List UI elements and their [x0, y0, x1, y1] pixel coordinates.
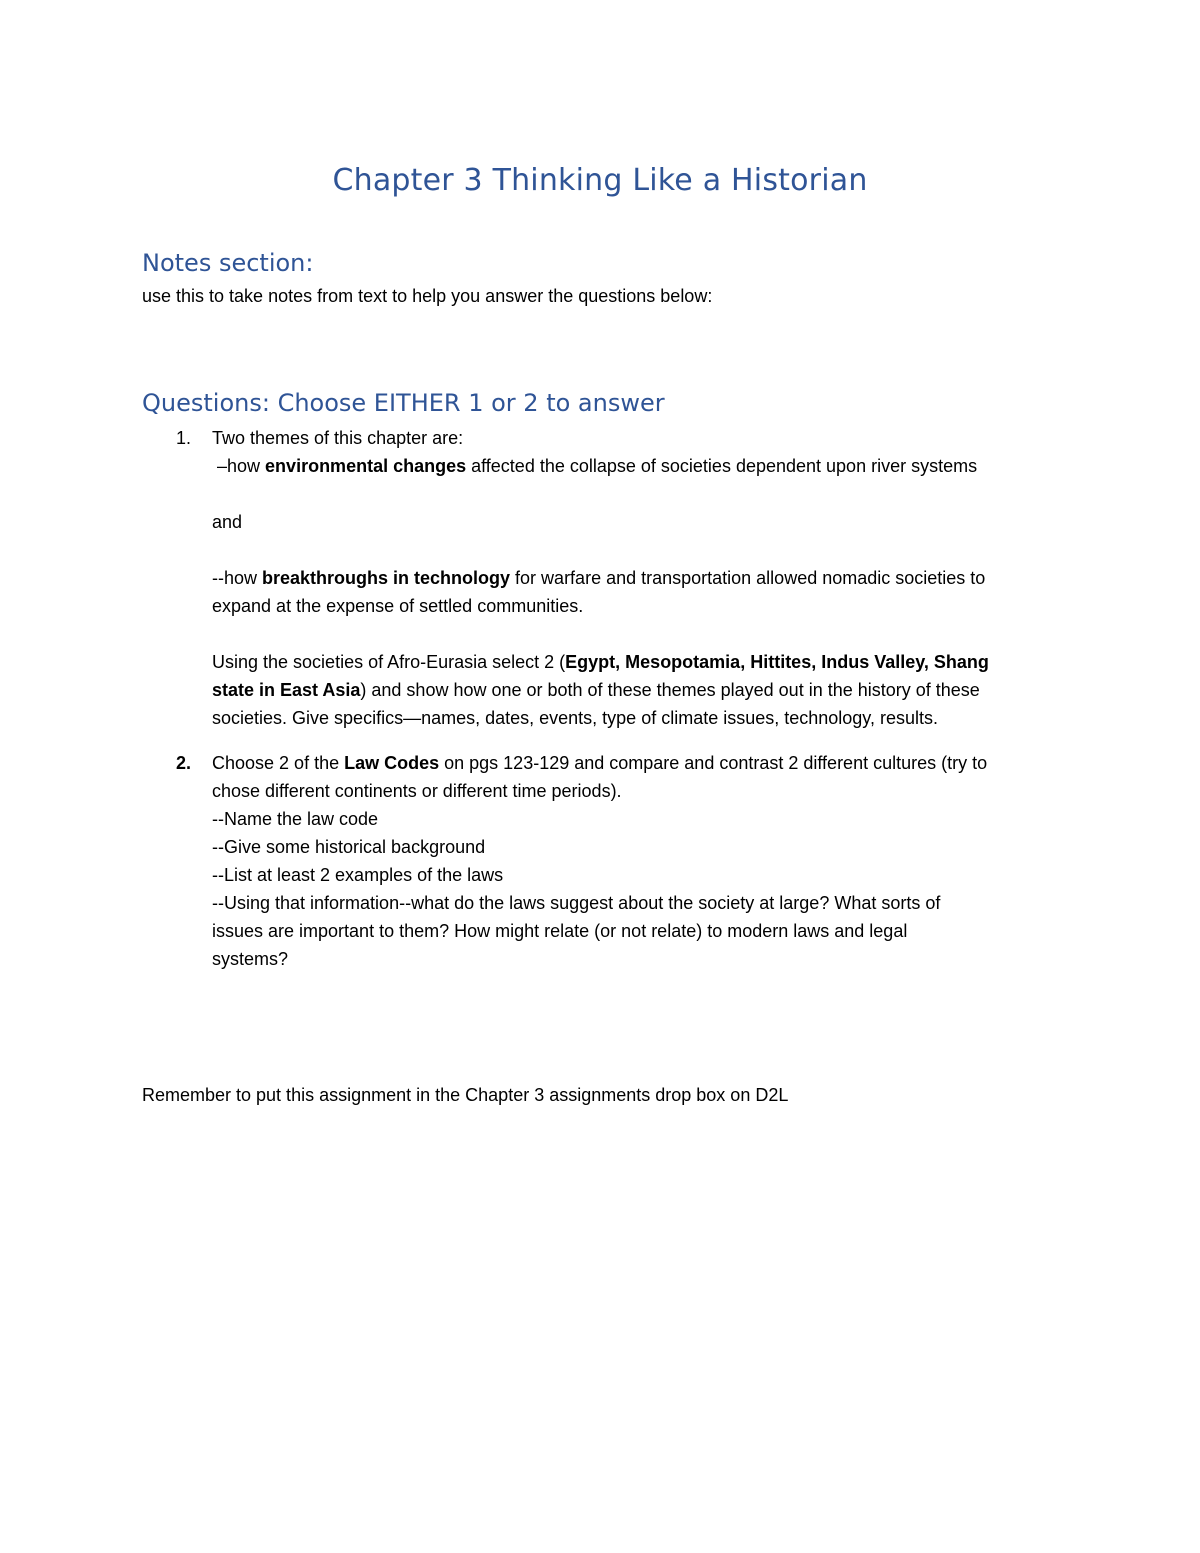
question-2-bullet-2: --Give some historical background	[212, 837, 486, 857]
questions-heading: Questions: Choose EITHER 1 or 2 to answer	[142, 389, 665, 417]
question-1-number: 1.	[176, 428, 192, 448]
question-1-theme-2-line-2: expand at the expense of settled communities.	[212, 596, 584, 616]
theme-1-suffix: affected the collapse of societies dependent upon river systems	[466, 456, 978, 476]
notes-instructions: use this to take notes from text to help you answer the questions below:	[142, 286, 713, 306]
theme-1-keyword: environmental changes	[265, 456, 467, 476]
theme-2-prefix: --how	[212, 568, 263, 588]
theme-1-prefix: –how	[217, 456, 266, 476]
theme-2-keyword: breakthroughs in technology	[262, 568, 511, 588]
question-2-bullet-4-line-1: --Using that information--what do the laws suggest about the society at large? What sorts of	[212, 893, 941, 913]
question-2-bullet-4-line-3: systems?	[212, 949, 289, 969]
question-2-line-1	[212, 749, 1072, 777]
question-1-intro: Two themes of this chapter are:	[212, 428, 464, 448]
document-title: Chapter 3 Thinking Like a Historian	[332, 163, 868, 198]
question-2-line-2: chose different continents or different time periods).	[212, 781, 622, 801]
notes-section-heading: Notes section:	[142, 249, 314, 277]
theme-2-suffix: for warfare and transportation allowed nomadic societies to	[510, 568, 986, 588]
question-2-bullet-4-line-2: issues are important to them? How might relate (or not relate) to modern laws and legal	[212, 921, 908, 941]
q2-law-codes: Law Codes	[344, 753, 440, 773]
task-mid: ) and show how one or both of these themes played out in the history of these	[360, 680, 980, 700]
question-2	[212, 749, 1072, 973]
question-1-task-line-3: societies. Give specifics—names, dates, events, type of climate issues, technology, results.	[212, 708, 938, 728]
question-1	[212, 424, 1072, 732]
submission-reminder: Remember to put this assignment in the Chapter 3 assignments drop box on D2L	[142, 1085, 789, 1105]
question-1-task-line-2	[212, 676, 1072, 704]
task-societies-list: Egypt, Mesopotamia, Hittites, Indus Valley, Shang	[565, 652, 989, 672]
question-2-number: 2.	[176, 753, 192, 773]
question-1-task-line-1	[212, 648, 1072, 676]
task-societies-list-end: state in East Asia	[212, 680, 361, 700]
question-1-theme-2	[212, 564, 1072, 592]
q2-prefix: Choose 2 of the	[212, 753, 345, 773]
question-2-bullet-1: --Name the law code	[212, 809, 379, 829]
q2-suffix: on pgs 123-129 and compare and contrast 2 different cultures (try to	[439, 753, 988, 773]
question-1-theme-1	[212, 452, 1072, 480]
question-1-and: and	[212, 512, 243, 532]
task-prefix: Using the societies of Afro-Eurasia select 2 (	[212, 652, 566, 672]
question-2-bullet-3: --List at least 2 examples of the laws	[212, 865, 504, 885]
